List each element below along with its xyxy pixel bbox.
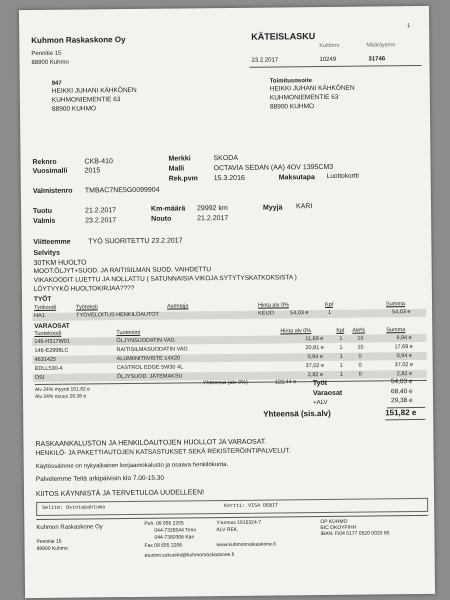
rekpvm-value: 15.3.2016 — [213, 174, 245, 183]
work-col-price: Hinta alv 0% — [258, 302, 289, 309]
grand-total-value: 151,82 e — [385, 408, 417, 418]
note-line-4: Palvelemme Teitä arkipäivisin klo 7.00-15.30 — [35, 474, 165, 484]
part-name: CASTROL EDGE 5W30 4L — [116, 364, 184, 372]
parts-col-total: Summa — [386, 327, 406, 334]
vat-note-1: Alv 24% myynti 151,82 e — [34, 386, 90, 394]
reknro-value: CKB-410 — [84, 158, 113, 166]
part-name: ÖLJYSUOD. JÄTEMAKSU — [116, 373, 183, 381]
sum-value: 122,44 e — [274, 379, 297, 386]
work-price: 54,03 e — [290, 310, 309, 317]
viitteemme-value: TYÖ SUORITETTU 23.2.2017 — [88, 237, 183, 246]
delivery-label: Toimitusosoite — [269, 78, 312, 85]
part-price: 11,69 e — [305, 335, 324, 343]
part-price: 2,82 e — [307, 371, 324, 379]
delivery-name: HEIKKI JUHANI KÄHKÖNEN — [269, 84, 355, 93]
part-qty: 1 — [339, 344, 343, 351]
parts-col-name: Tuotenimi — [116, 329, 141, 337]
company-address-1: Pennitie 15 — [31, 50, 62, 58]
footer-email: etunimi.sukunimi@kuhmonraskaskone.fi — [144, 551, 235, 559]
myyja-value: KARI — [295, 203, 313, 211]
note-line-2: HENKILÖ- JA PAKETTIAUTOJEN KATSASTUKSET SEKÄ REKISTERÖINTIPALVELUT. — [35, 447, 291, 458]
footer-alv: ALV REK. — [216, 526, 239, 534]
parts-row-band — [33, 352, 427, 364]
footer-iban: IBAN: FI04 5177 0520 0020 80 — [320, 530, 390, 538]
note-line-3: Käytössämme on nykyaikainen korjaamokalusto ja osaava henkilökunta. — [35, 461, 229, 471]
part-qty: 1 — [339, 335, 343, 342]
vat-note-2: Alv 24% osuus 29,38 e — [34, 393, 87, 401]
work-desc: TYÖVELOITUS HENKILÖAUTOT — [76, 311, 159, 319]
part-code: 146-E2998LC — [34, 347, 69, 355]
footer-address-2: 88900 Kuhmo — [36, 545, 68, 553]
part-total: 9,94 e — [396, 335, 412, 342]
footer-phone-1: Puh. 08 655 2205 — [144, 520, 184, 527]
invoice-date: 23.2.2017 — [251, 57, 279, 64]
viitteemme-label: Viitteemme — [33, 238, 71, 247]
part-name: ÖLJYNSUODATIN VAG — [116, 337, 175, 345]
maksutapa-value: Luottokortti — [326, 172, 359, 180]
parts-col-price: Hinta alv 0% — [280, 328, 312, 335]
header-divider — [250, 65, 422, 68]
varaosat-value: 68,40 e — [390, 388, 413, 396]
parts-col-disc: Ale% — [352, 327, 366, 334]
footer-fax: Fax 08 655 2206 — [144, 542, 183, 549]
part-name: RAITISILMASUODATIN VAG — [116, 346, 188, 354]
part-total: 37,02 e — [394, 362, 414, 369]
footer-address-1: Pennitie 15 — [36, 538, 62, 546]
part-code: EDLL530-4 — [34, 365, 63, 373]
part-code: OSI — [34, 374, 45, 382]
work-col-code: Työkoodi — [34, 304, 57, 312]
alv-value: 29,38 e — [391, 397, 413, 405]
part-disc: 0 — [358, 353, 362, 360]
footer-phone-3: 044-7380306 Kari — [154, 534, 195, 541]
selvitys-line-1: 30TKM HUOLTO — [33, 259, 87, 268]
kuittinro-label: Kuittinro — [319, 42, 340, 50]
parts-col-code: Tuotekoodi — [34, 330, 62, 338]
part-qty: 1 — [339, 353, 343, 360]
page-number: 1 — [407, 23, 411, 30]
valmistenro-value: TMBAC7NE5G0099904 — [84, 186, 160, 195]
part-disc: 15 — [357, 344, 364, 351]
selite-value: Kortti: VISA DEBIT — [224, 502, 279, 510]
selvitys-line-4: LÖYTYYKÖ HUOLTOKIRJAA???? — [33, 284, 135, 294]
grand-total-underline — [385, 419, 425, 420]
delivery-city: 88900 KUHMO — [269, 103, 315, 111]
merkki-value: SKODA — [213, 154, 239, 163]
reknro-label: Reknro — [32, 158, 57, 167]
document-title: KÄTEISLASKU — [251, 31, 316, 42]
customer-street: KUHMONIEMENTIE 63 — [51, 96, 121, 104]
footer-bank-1: OP KUHMO — [320, 518, 348, 526]
company-address-2: 88900 Kuhmo — [31, 59, 69, 67]
maaraysnro-label: Määräysnro — [366, 42, 396, 49]
maaraysnro-value: 31746 — [368, 56, 386, 63]
tuotu-value: 21.2.2017 — [85, 207, 117, 215]
part-price: 20,81 e — [305, 344, 324, 352]
selvitys-line-3: VIKAKOODIT LUETTU JA NOLLATTU ( SATUNNAISIA VIKOJA SYTYTYSKATKOKSISTA ) — [33, 274, 297, 285]
tyot-value: 54,03 e — [390, 378, 413, 386]
customer-city: 88900 KUHMO — [51, 105, 97, 113]
sum-label: Yhteensä (alv 0%) — [202, 379, 248, 387]
malli-label: Malli — [168, 165, 185, 173]
customer-name: HEIKKI JUHANI KÄHKÖNEN — [51, 86, 137, 95]
work-qty: 1 — [328, 309, 332, 316]
part-qty: 1 — [339, 371, 343, 378]
part-name: ALUMIINITIIVISTE 14X20 — [116, 355, 181, 363]
varaosat-label: Varaosat — [312, 389, 343, 398]
work-col-desc: Työteksti — [76, 304, 98, 311]
maksutapa-label: Maksutapa — [278, 174, 315, 182]
myyja-label: Myyjä — [262, 204, 283, 212]
work-section-label: TYÖT — [33, 295, 52, 304]
invoice-sheet — [19, 6, 435, 598]
valmis-value: 23.2.2017 — [85, 217, 117, 225]
rekpvm-label: Rek.pvm — [168, 175, 198, 183]
vuosimalli-label: Vuosimalli — [32, 167, 68, 176]
delivery-street: KUHMONIEMENTIE 63 — [269, 93, 339, 102]
tuotu-label: Tuotu — [33, 207, 52, 216]
kuittinro-value: 10249 — [319, 56, 337, 64]
work-col-qty: Kpl — [325, 301, 334, 308]
alv-label: +ALV — [313, 399, 328, 407]
part-total: 17,69 e — [394, 344, 413, 351]
parts-col-qty: Kpl — [336, 327, 345, 334]
work-worker: KEIJO — [258, 310, 275, 317]
part-code: 4631425 — [34, 356, 57, 364]
part-disc: 15 — [357, 335, 364, 342]
tyot-label: Työt — [312, 379, 328, 388]
footer-company: Kuhmon Raskaskone Oy — [36, 524, 103, 532]
part-price: 37,02 e — [305, 362, 325, 370]
part-price: 0,94 e — [307, 353, 323, 361]
grand-total-label: Yhteensä (sis.alv) — [263, 408, 331, 419]
note-line-1: RASKAANKALUSTON JA HENKILÖAUTOJEN HUOLLOT JA VARAOSAT. — [35, 438, 267, 449]
part-disc: 0 — [358, 371, 362, 378]
part-disc: 0 — [358, 362, 362, 369]
nouto-label: Nouto — [151, 215, 172, 223]
footer-ytunnus: Y-tunnus 1815324-7 — [216, 519, 262, 527]
part-code: 146-H317W01 — [34, 338, 70, 346]
note-line-5: KIITOS KÄYNNISTÄ JA TERVETULOA UUDELLEEN! — [35, 489, 205, 499]
work-code: HA1 — [34, 312, 45, 320]
valmis-label: Valmis — [33, 217, 56, 226]
footer-web: www.kuhmonraskaskone.fi — [216, 541, 276, 549]
merkki-label: Merkki — [168, 155, 191, 163]
selite-label: Selite: Ostotapahtuma — [42, 504, 106, 511]
valmistenro-label: Valmistenro — [32, 187, 73, 196]
part-total: 0,94 e — [396, 353, 412, 360]
kmmaara-value: 29992 km — [196, 204, 228, 213]
work-total: 54,03 e — [392, 309, 411, 316]
malli-value: OCTAVIA SEDAN (AA) 4OV 1395CM3 — [213, 163, 334, 173]
parts-section-label: VARAOSAT — [34, 322, 70, 331]
vuosimalli-value: 2015 — [84, 167, 101, 175]
part-qty: 1 — [339, 362, 343, 369]
kmmaara-label: Km-määrä — [150, 205, 186, 213]
selvitys-line-2: MOOT.ÖLJYT+SUOD. JA RAITISILMAN SUOD. VAIHDETTU — [33, 266, 212, 276]
nouto-value: 21.2.2017 — [197, 214, 229, 223]
footer-bank-2: BIC OKOYFIHH — [320, 524, 357, 532]
selvitys-label: Selvitys — [33, 249, 60, 258]
part-total: 2,82 e — [396, 371, 413, 378]
customer-number: 947 — [51, 80, 62, 87]
company-name: Kuhmon Raskaskone Oy — [31, 35, 126, 46]
footer-phone-2: 044-7326544 Timo — [154, 527, 197, 534]
work-col-total: Summa — [386, 301, 406, 308]
work-col-worker: Asentaja — [167, 303, 189, 310]
